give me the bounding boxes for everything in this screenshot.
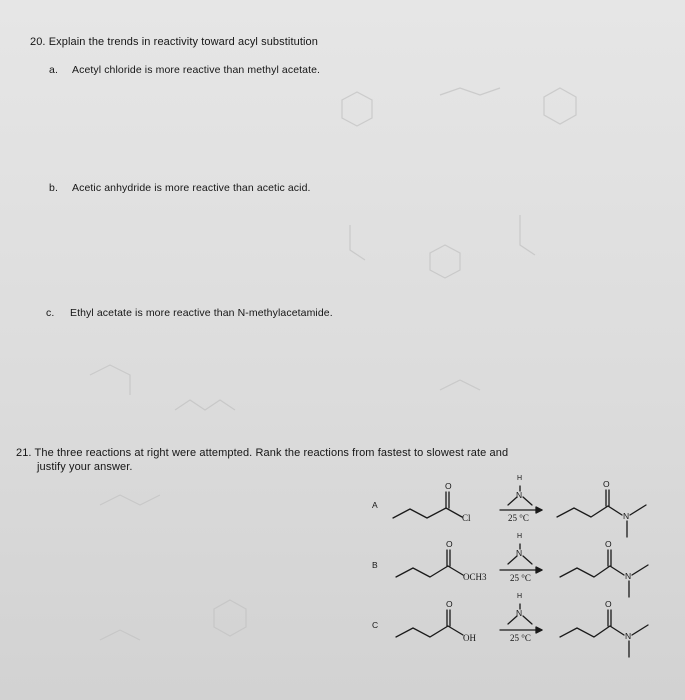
- reaction-c-label: C: [372, 620, 379, 630]
- q20a-text: Acetyl chloride is more reactive than methyl acetate.: [72, 64, 321, 76]
- reaction-a-label: A: [372, 500, 378, 510]
- reaction-b-product-o: O: [605, 539, 612, 549]
- reaction-a-product: [557, 490, 646, 537]
- q20c-text: Ethyl acetate is more reactive than N-methylacetamide.: [70, 307, 333, 319]
- q20b-marker: b.: [49, 182, 58, 194]
- reaction-b-carbonyl-o: O: [446, 539, 453, 549]
- reaction-a-leaving-group: Cl: [462, 513, 471, 523]
- reaction-b-product-n: N: [625, 571, 632, 581]
- q21-line1: 21. The three reactions at right were attempted. Rank the reactions from fastest to slowest rate and: [16, 447, 509, 459]
- reaction-c-reactant: [396, 610, 463, 637]
- reaction-b-leaving-group: OCH3: [463, 572, 487, 582]
- reaction-a-product-o: O: [603, 479, 610, 489]
- reaction-c-product-n: N: [625, 631, 632, 641]
- q20c-marker: c.: [46, 307, 55, 319]
- reaction-c-carbonyl-o: O: [446, 599, 453, 609]
- reaction-b-temp: 25 °C: [510, 573, 531, 583]
- q20-heading: 20. Explain the trends in reactivity toward acyl substitution: [30, 36, 318, 48]
- reaction-b-reactant: [396, 550, 463, 577]
- reaction-c-temp: 25 °C: [510, 633, 531, 643]
- reaction-c-product: [560, 610, 648, 657]
- reaction-b-amine-n: N: [516, 548, 523, 558]
- reaction-c-product-o: O: [605, 599, 612, 609]
- reaction-a-carbonyl-o: O: [445, 481, 452, 491]
- reaction-c-amine-n: N: [516, 608, 523, 618]
- reaction-b-label: B: [372, 560, 378, 570]
- reaction-a-reactant: [393, 492, 462, 518]
- reaction-a-amine-n: N: [516, 490, 523, 500]
- reaction-a-amine-h: H: [517, 475, 523, 482]
- reaction-a-temp: 25 °C: [508, 513, 529, 523]
- reaction-b-amine-h: H: [517, 533, 523, 540]
- reaction-a-product-n: N: [623, 511, 630, 521]
- q20b-text: Acetic anhydride is more reactive than acetic acid.: [72, 182, 311, 194]
- reaction-c-leaving-group: OH: [463, 633, 476, 643]
- reaction-b-product: [560, 550, 648, 597]
- reaction-c-amine-h: H: [517, 593, 523, 600]
- q21-line2: justify your answer.: [37, 461, 133, 473]
- q20a-marker: a.: [49, 64, 58, 76]
